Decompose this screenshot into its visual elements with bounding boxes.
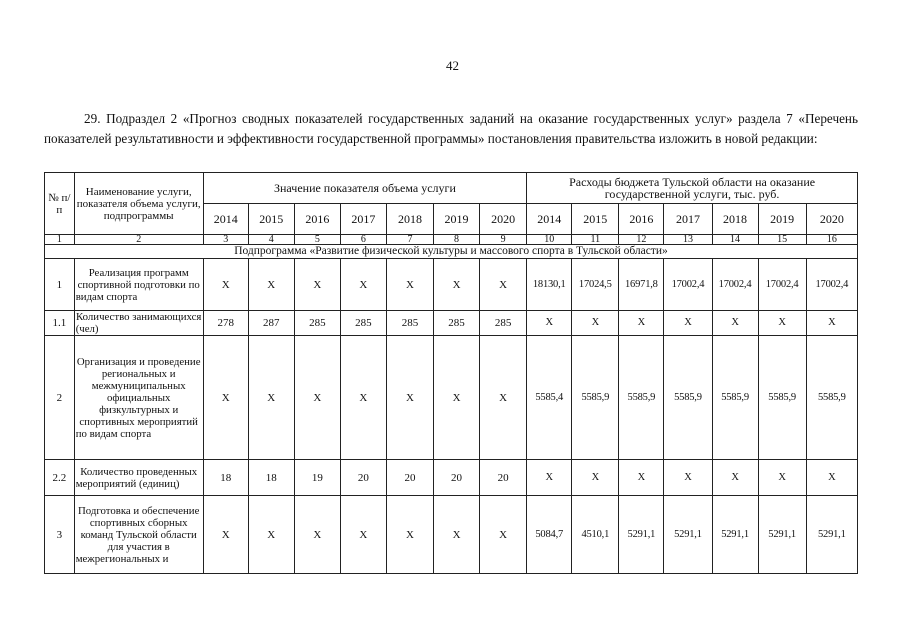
volume-value: X (386, 496, 433, 574)
column-number: 1 (45, 235, 75, 245)
row-number: 3 (45, 496, 75, 574)
header-expense-year: 2017 (664, 204, 712, 235)
column-number: 6 (340, 235, 386, 245)
column-numbers-row (45, 235, 858, 245)
volume-value: 20 (434, 460, 480, 496)
volume-value: X (434, 496, 480, 574)
expense-value: 5291,1 (664, 496, 712, 574)
expense-value: 17002,4 (664, 259, 712, 311)
expense-value: X (758, 460, 806, 496)
column-number: 12 (619, 235, 664, 245)
volume-value: X (480, 336, 527, 460)
column-number: 8 (434, 235, 480, 245)
expense-value: X (527, 460, 572, 496)
header-expense-year: 2016 (619, 204, 664, 235)
volume-value: 287 (248, 311, 294, 336)
row-number: 1 (45, 259, 75, 311)
volume-value: X (203, 496, 248, 574)
header-expense-year: 2019 (758, 204, 806, 235)
volume-value: X (294, 259, 340, 311)
expense-value: X (572, 460, 619, 496)
intro-paragraph: 29. Подраздел 2 «Прогноз сводных показателей государственных заданий на оказание государственных услуг» раздела 7 «Перечень показателей результативности и эффективности государственной программы» постановления правительства изложить в новой редакции: (44, 111, 858, 147)
column-number: 11 (572, 235, 619, 245)
row-number: 1.1 (45, 311, 75, 336)
expense-value: X (806, 460, 857, 496)
expense-value: 5084,7 (527, 496, 572, 574)
table-row (45, 311, 858, 336)
volume-value: X (248, 259, 294, 311)
expense-value: X (572, 311, 619, 336)
volume-value: X (480, 496, 527, 574)
volume-value: 285 (340, 311, 386, 336)
volume-value: 20 (340, 460, 386, 496)
volume-value: 20 (386, 460, 433, 496)
volume-value: X (386, 259, 433, 311)
expense-value: 5291,1 (806, 496, 857, 574)
page-number: 42 (446, 58, 459, 73)
row-name: Подготовка и обеспечение спортивных сборных команд Тульской области для участия в межрегиональных и (74, 496, 203, 574)
expense-value: X (619, 311, 664, 336)
row-number: 2 (45, 336, 75, 460)
column-number: 10 (527, 235, 572, 245)
volume-value: 285 (480, 311, 527, 336)
subprogram-title: Подпрограмма «Развитие физической культуры и массового спорта в Тульской области» (45, 245, 858, 259)
volume-value: 285 (434, 311, 480, 336)
expense-value: 5585,9 (758, 336, 806, 460)
row-name: Реализация программ спортивной подготовки по видам спорта (74, 259, 203, 311)
expense-value: 5585,9 (712, 336, 758, 460)
volume-value: X (294, 496, 340, 574)
expense-value: X (712, 311, 758, 336)
header-expense-year: 2014 (527, 204, 572, 235)
header-expense-group: Расходы бюджета Тульской области на оказание государственной услуги, тыс. руб. (527, 173, 858, 204)
column-number: 5 (294, 235, 340, 245)
volume-value: X (434, 259, 480, 311)
expense-value: 5291,1 (758, 496, 806, 574)
header-volume-year: 2019 (434, 204, 480, 235)
expense-value: 5585,9 (806, 336, 857, 460)
volume-value: 285 (386, 311, 433, 336)
volume-value: X (248, 496, 294, 574)
header-expense-year: 2020 (806, 204, 857, 235)
expense-value: 5291,1 (619, 496, 664, 574)
expense-value: X (806, 311, 857, 336)
volume-value: X (434, 336, 480, 460)
expense-value: X (712, 460, 758, 496)
row-name: Количество проведенных мероприятий (единиц) (74, 460, 203, 496)
subprogram-row (45, 245, 858, 259)
volume-value: X (386, 336, 433, 460)
expense-value: 5585,4 (527, 336, 572, 460)
expense-value: 5585,9 (572, 336, 619, 460)
expense-value: 5291,1 (712, 496, 758, 574)
header-volume-year: 2016 (294, 204, 340, 235)
expense-value: X (664, 311, 712, 336)
expense-value: 17024,5 (572, 259, 619, 311)
column-number: 4 (248, 235, 294, 245)
header-expense-year: 2018 (712, 204, 758, 235)
expense-value: 17002,4 (806, 259, 857, 311)
expense-value: X (527, 311, 572, 336)
header-volume-group: Значение показателя объема услуги (203, 173, 527, 204)
column-number: 7 (386, 235, 433, 245)
volume-value: X (248, 336, 294, 460)
volume-value: 19 (294, 460, 340, 496)
header-volume-year: 2017 (340, 204, 386, 235)
expense-value: 17002,4 (758, 259, 806, 311)
header-volume-year: 2020 (480, 204, 527, 235)
volume-value: 278 (203, 311, 248, 336)
volume-value: X (203, 336, 248, 460)
expense-value: 5585,9 (664, 336, 712, 460)
expense-value: 16971,8 (619, 259, 664, 311)
expense-value: X (664, 460, 712, 496)
column-number: 9 (480, 235, 527, 245)
header-volume-year: 2015 (248, 204, 294, 235)
table-row (45, 259, 858, 311)
header-volume-year: 2018 (386, 204, 433, 235)
header-row-groups (45, 173, 858, 204)
volume-value: 285 (294, 311, 340, 336)
expense-value: 17002,4 (712, 259, 758, 311)
column-number: 16 (806, 235, 857, 245)
volume-value: 20 (480, 460, 527, 496)
column-number: 14 (712, 235, 758, 245)
header-volume-year: 2014 (203, 204, 248, 235)
indicators-table (44, 172, 858, 574)
volume-value: X (340, 336, 386, 460)
column-number: 2 (74, 235, 203, 245)
table-row (45, 460, 858, 496)
column-number: 13 (664, 235, 712, 245)
header-num: № п/п (45, 173, 75, 235)
volume-value: 18 (203, 460, 248, 496)
expense-value: X (619, 460, 664, 496)
expense-value: 5585,9 (619, 336, 664, 460)
header-expense-year: 2015 (572, 204, 619, 235)
column-number: 3 (203, 235, 248, 245)
volume-value: X (340, 496, 386, 574)
volume-value: X (480, 259, 527, 311)
table-row (45, 336, 858, 460)
row-name: Организация и проведение региональных и межмуниципальных официальных физкультурных и спортивных мероприятий по видам спорта (74, 336, 203, 460)
row-number: 2.2 (45, 460, 75, 496)
header-name: Наименование услуги, показателя объема услуги, подпрограммы (74, 173, 203, 235)
volume-value: 18 (248, 460, 294, 496)
expense-value: X (758, 311, 806, 336)
volume-value: X (340, 259, 386, 311)
table-row (45, 496, 858, 574)
row-name: Количество занимающихся (чел) (75, 311, 202, 335)
column-number: 15 (758, 235, 806, 245)
volume-value: X (294, 336, 340, 460)
expense-value: 18130,1 (527, 259, 572, 311)
volume-value: X (203, 259, 248, 311)
expense-value: 4510,1 (572, 496, 619, 574)
